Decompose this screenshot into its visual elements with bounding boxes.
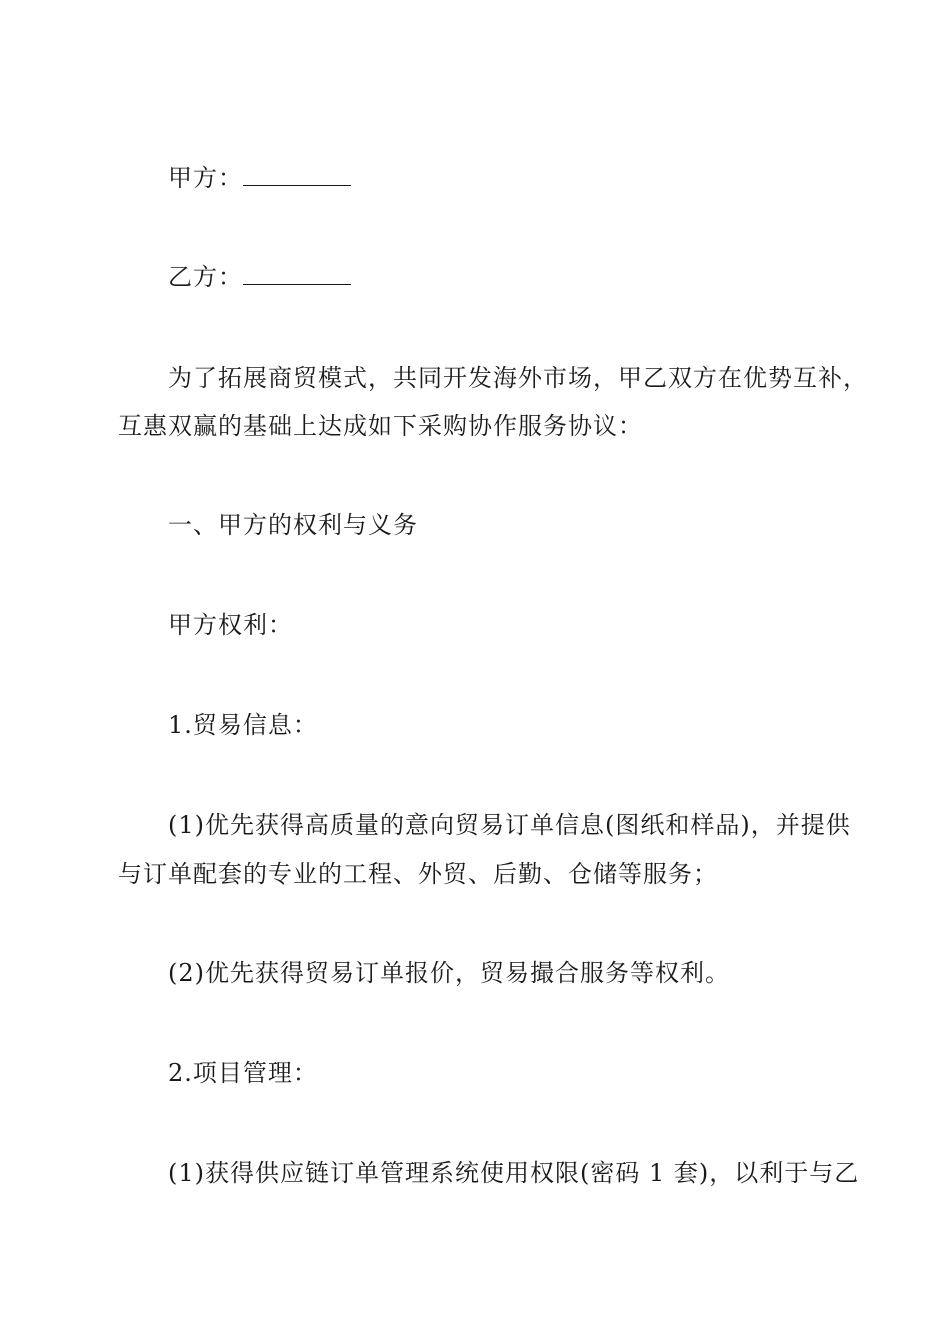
item1-sub1-line1: (1)优先获得高质量的意向贸易订单信息(图纸和样品)，并提供 xyxy=(168,811,851,839)
rights-heading: 甲方权利： xyxy=(168,611,293,639)
section-heading: 一、甲方的权利与义务 xyxy=(168,511,418,539)
item2-heading: 2.项目管理： xyxy=(168,1059,318,1087)
intro-line-1: 为了拓展商贸模式，共同开发海外市场，甲乙双方在优势互补， xyxy=(168,364,868,392)
item2-sub1-line1: (1)获得供应链订单管理系统使用权限(密码 1 套)，以利于与乙 xyxy=(168,1159,860,1187)
item1-heading: 1.贸易信息： xyxy=(168,711,318,739)
party-b-blank xyxy=(243,266,351,285)
party-a-blank xyxy=(243,167,351,186)
item1-sub1-line2: 与订单配套的专业的工程、外贸、后勤、仓储等服务； xyxy=(118,860,718,888)
party-a-line xyxy=(118,163,888,193)
party-b-line xyxy=(118,262,888,292)
party-b-label: 乙方： xyxy=(168,263,243,291)
item1-sub2: (2)优先获得贸易订单报价，贸易撮合服务等权利。 xyxy=(168,959,730,987)
party-a-label: 甲方： xyxy=(168,164,243,192)
intro-line-2: 互惠双赢的基础上达成如下采购协作服务协议： xyxy=(118,412,643,440)
